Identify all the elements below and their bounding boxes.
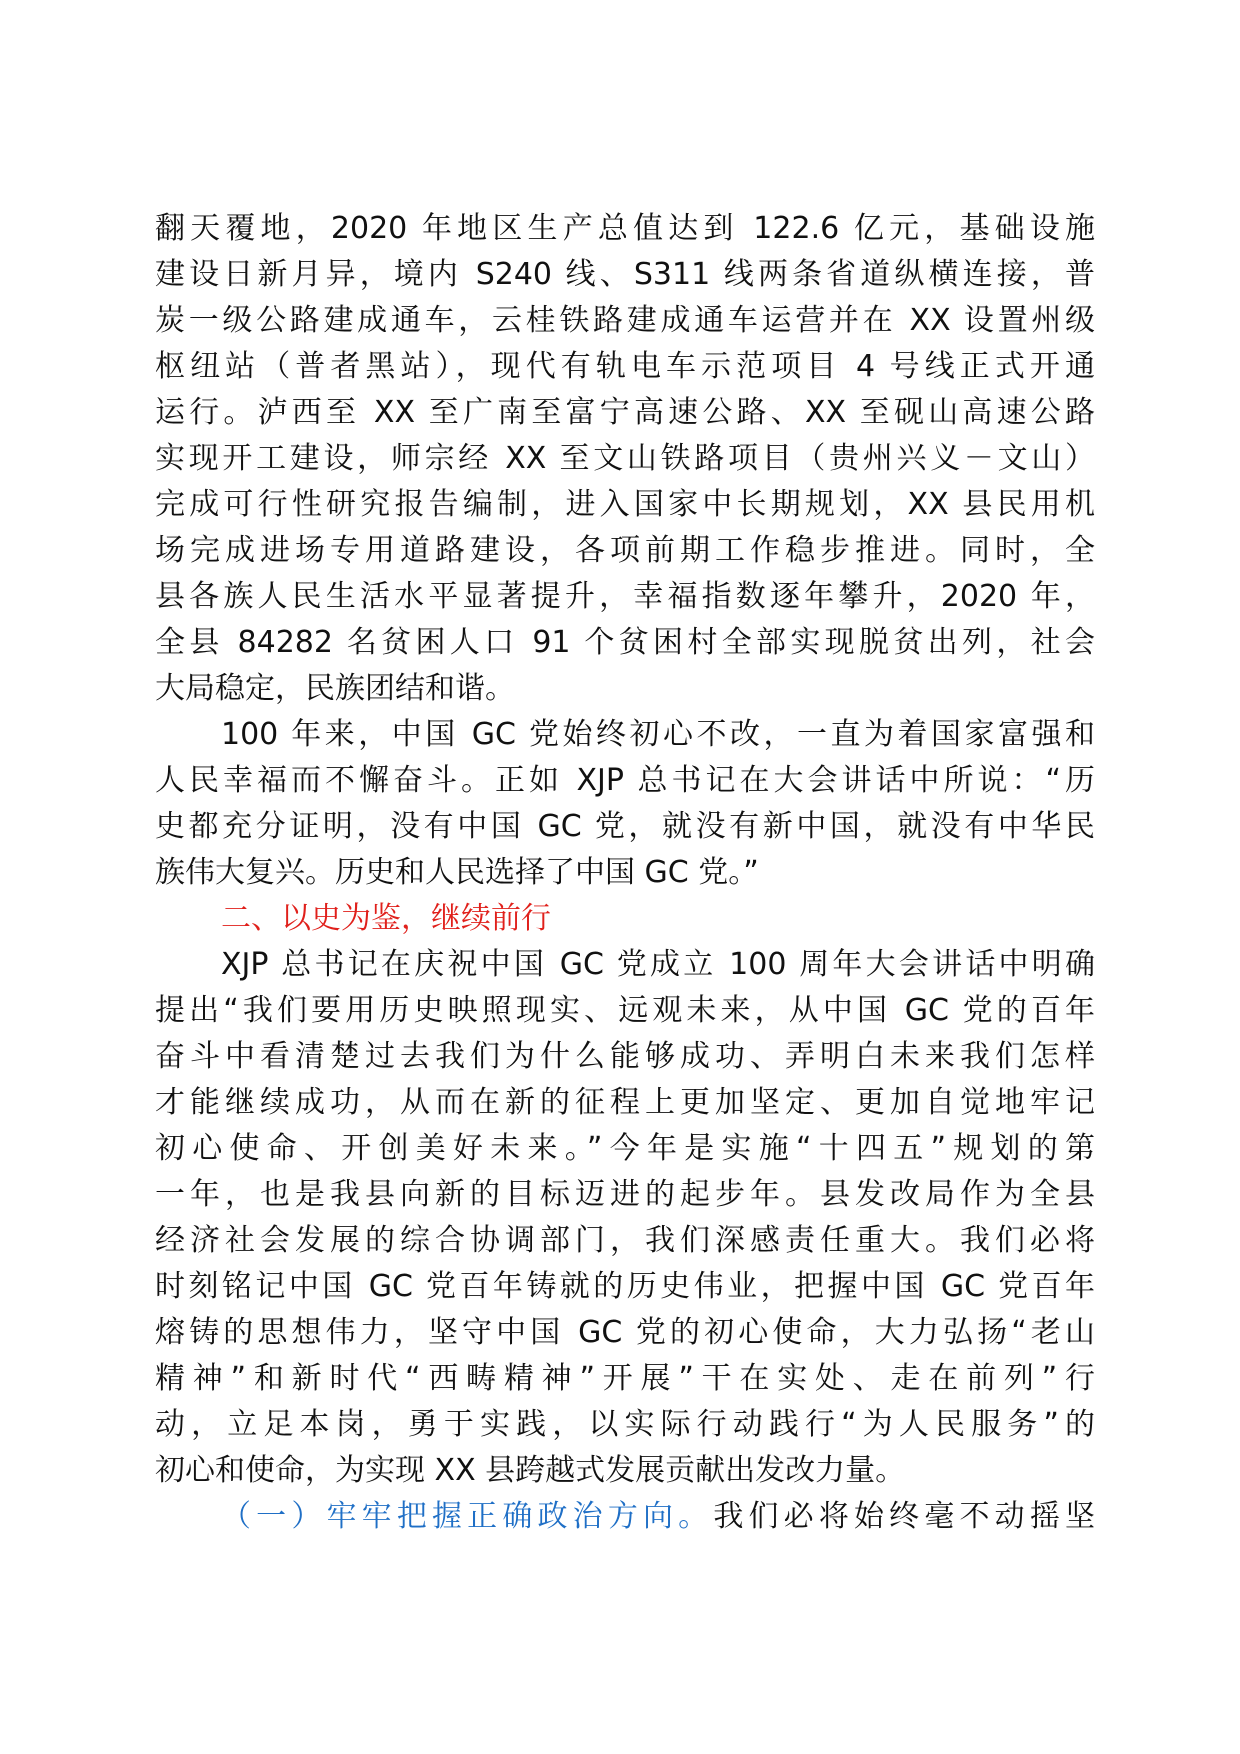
text-line: 县各族人民生活水平显著提升，幸福指数逐年攀升，2020 年， xyxy=(155,579,1095,614)
text-line: 全县 84282 名贫困人口 91 个贫困村全部实现脱贫出列，社会 xyxy=(155,625,1095,660)
text-line: XJP 总书记在庆祝中国 GC 党成立 100 周年大会讲话中明确 xyxy=(221,947,1095,982)
text-line: 经济社会发展的综合协调部门，我们深感责任重大。我们必将 xyxy=(155,1223,1095,1258)
text-line: 才能继续成功，从而在新的征程上更加坚定、更加自觉地牢记 xyxy=(155,1085,1095,1120)
text-line: 动，立足本岗，勇于实践，以实际行动践行“为人民服务”的 xyxy=(155,1407,1095,1442)
text-line: 奋斗中看清楚过去我们为什么能够成功、弄明白未来我们怎样 xyxy=(155,1039,1095,1074)
subsection-paragraph xyxy=(155,1494,1095,1540)
paragraph-2 xyxy=(155,712,1095,896)
text-line: 枢纽站（普者黑站），现代有轨电车示范项目 4 号线正式开通 xyxy=(155,349,1095,384)
text-line: 熔铸的思想伟力，坚守中国 GC 党的初心使命，大力弘扬“老山 xyxy=(155,1315,1095,1350)
text-line: 实现开工建设，师宗经 XX 至文山铁路项目（贵州兴义－文山） xyxy=(155,441,1095,476)
subsection-heading: （一）牢牢把握正确政治方向。 xyxy=(221,1499,714,1534)
text-line: 完成可行性研究报告编制，进入国家中长期规划，XX 县民用机 xyxy=(155,487,1095,522)
text-line: 时刻铭记中国 GC 党百年铸就的历史伟业，把握中国 GC 党百年 xyxy=(155,1269,1095,1304)
text-line: 提出“我们要用历史映照现实、远观未来，从中国 GC 党的百年 xyxy=(155,993,1095,1028)
paragraph-1 xyxy=(155,206,1095,712)
text-line: 人民幸福而不懈奋斗。正如 XJP 总书记在大会讲话中所说：“历 xyxy=(155,763,1095,798)
paragraph-3 xyxy=(155,942,1095,1494)
text-line: 运行。泸西至 XX 至广南至富宁高速公路、XX 至砚山高速公路 xyxy=(155,395,1095,430)
text-line: 场完成进场专用道路建设，各项前期工作稳步推进。同时，全 xyxy=(155,533,1095,568)
text-line: 精神”和新时代“西畴精神”开展”干在实处、走在前列”行 xyxy=(155,1361,1095,1396)
text-line: 100 年来，中国 GC 党始终初心不改，一直为着国家富强和 xyxy=(221,717,1095,752)
text-line: 族伟大复兴。历史和人民选择了中国 GC 党。” xyxy=(155,855,759,890)
text-line: 大局稳定，民族团结和谐。 xyxy=(155,671,515,706)
subsection-text: 我们必将始终毫不动摇坚 xyxy=(713,1499,1096,1534)
section-heading: 二、以史为鉴，继续前行 xyxy=(221,901,551,936)
text-line: 初心和使命，为实现 XX 县跨越式发展贡献出发改力量。 xyxy=(155,1453,906,1488)
text-line: 初心使命、开创美好未来。”今年是实施“十四五”规划的第 xyxy=(155,1131,1095,1166)
text-line: 史都充分证明，没有中国 GC 党，就没有新中国，就没有中华民 xyxy=(155,809,1095,844)
text-line: 炭一级公路建成通车，云桂铁路建成通车运营并在 XX 设置州级 xyxy=(155,303,1095,338)
text-line: 翻天覆地，2020 年地区生产总值达到 122.6 亿元，基础设施 xyxy=(155,211,1095,246)
document-body xyxy=(155,206,1095,1540)
text-line: 建设日新月异，境内 S240 线、S311 线两条省道纵横连接，普 xyxy=(155,257,1095,292)
text-line: 一年，也是我县向新的目标迈进的起步年。县发改局作为全县 xyxy=(155,1177,1095,1212)
